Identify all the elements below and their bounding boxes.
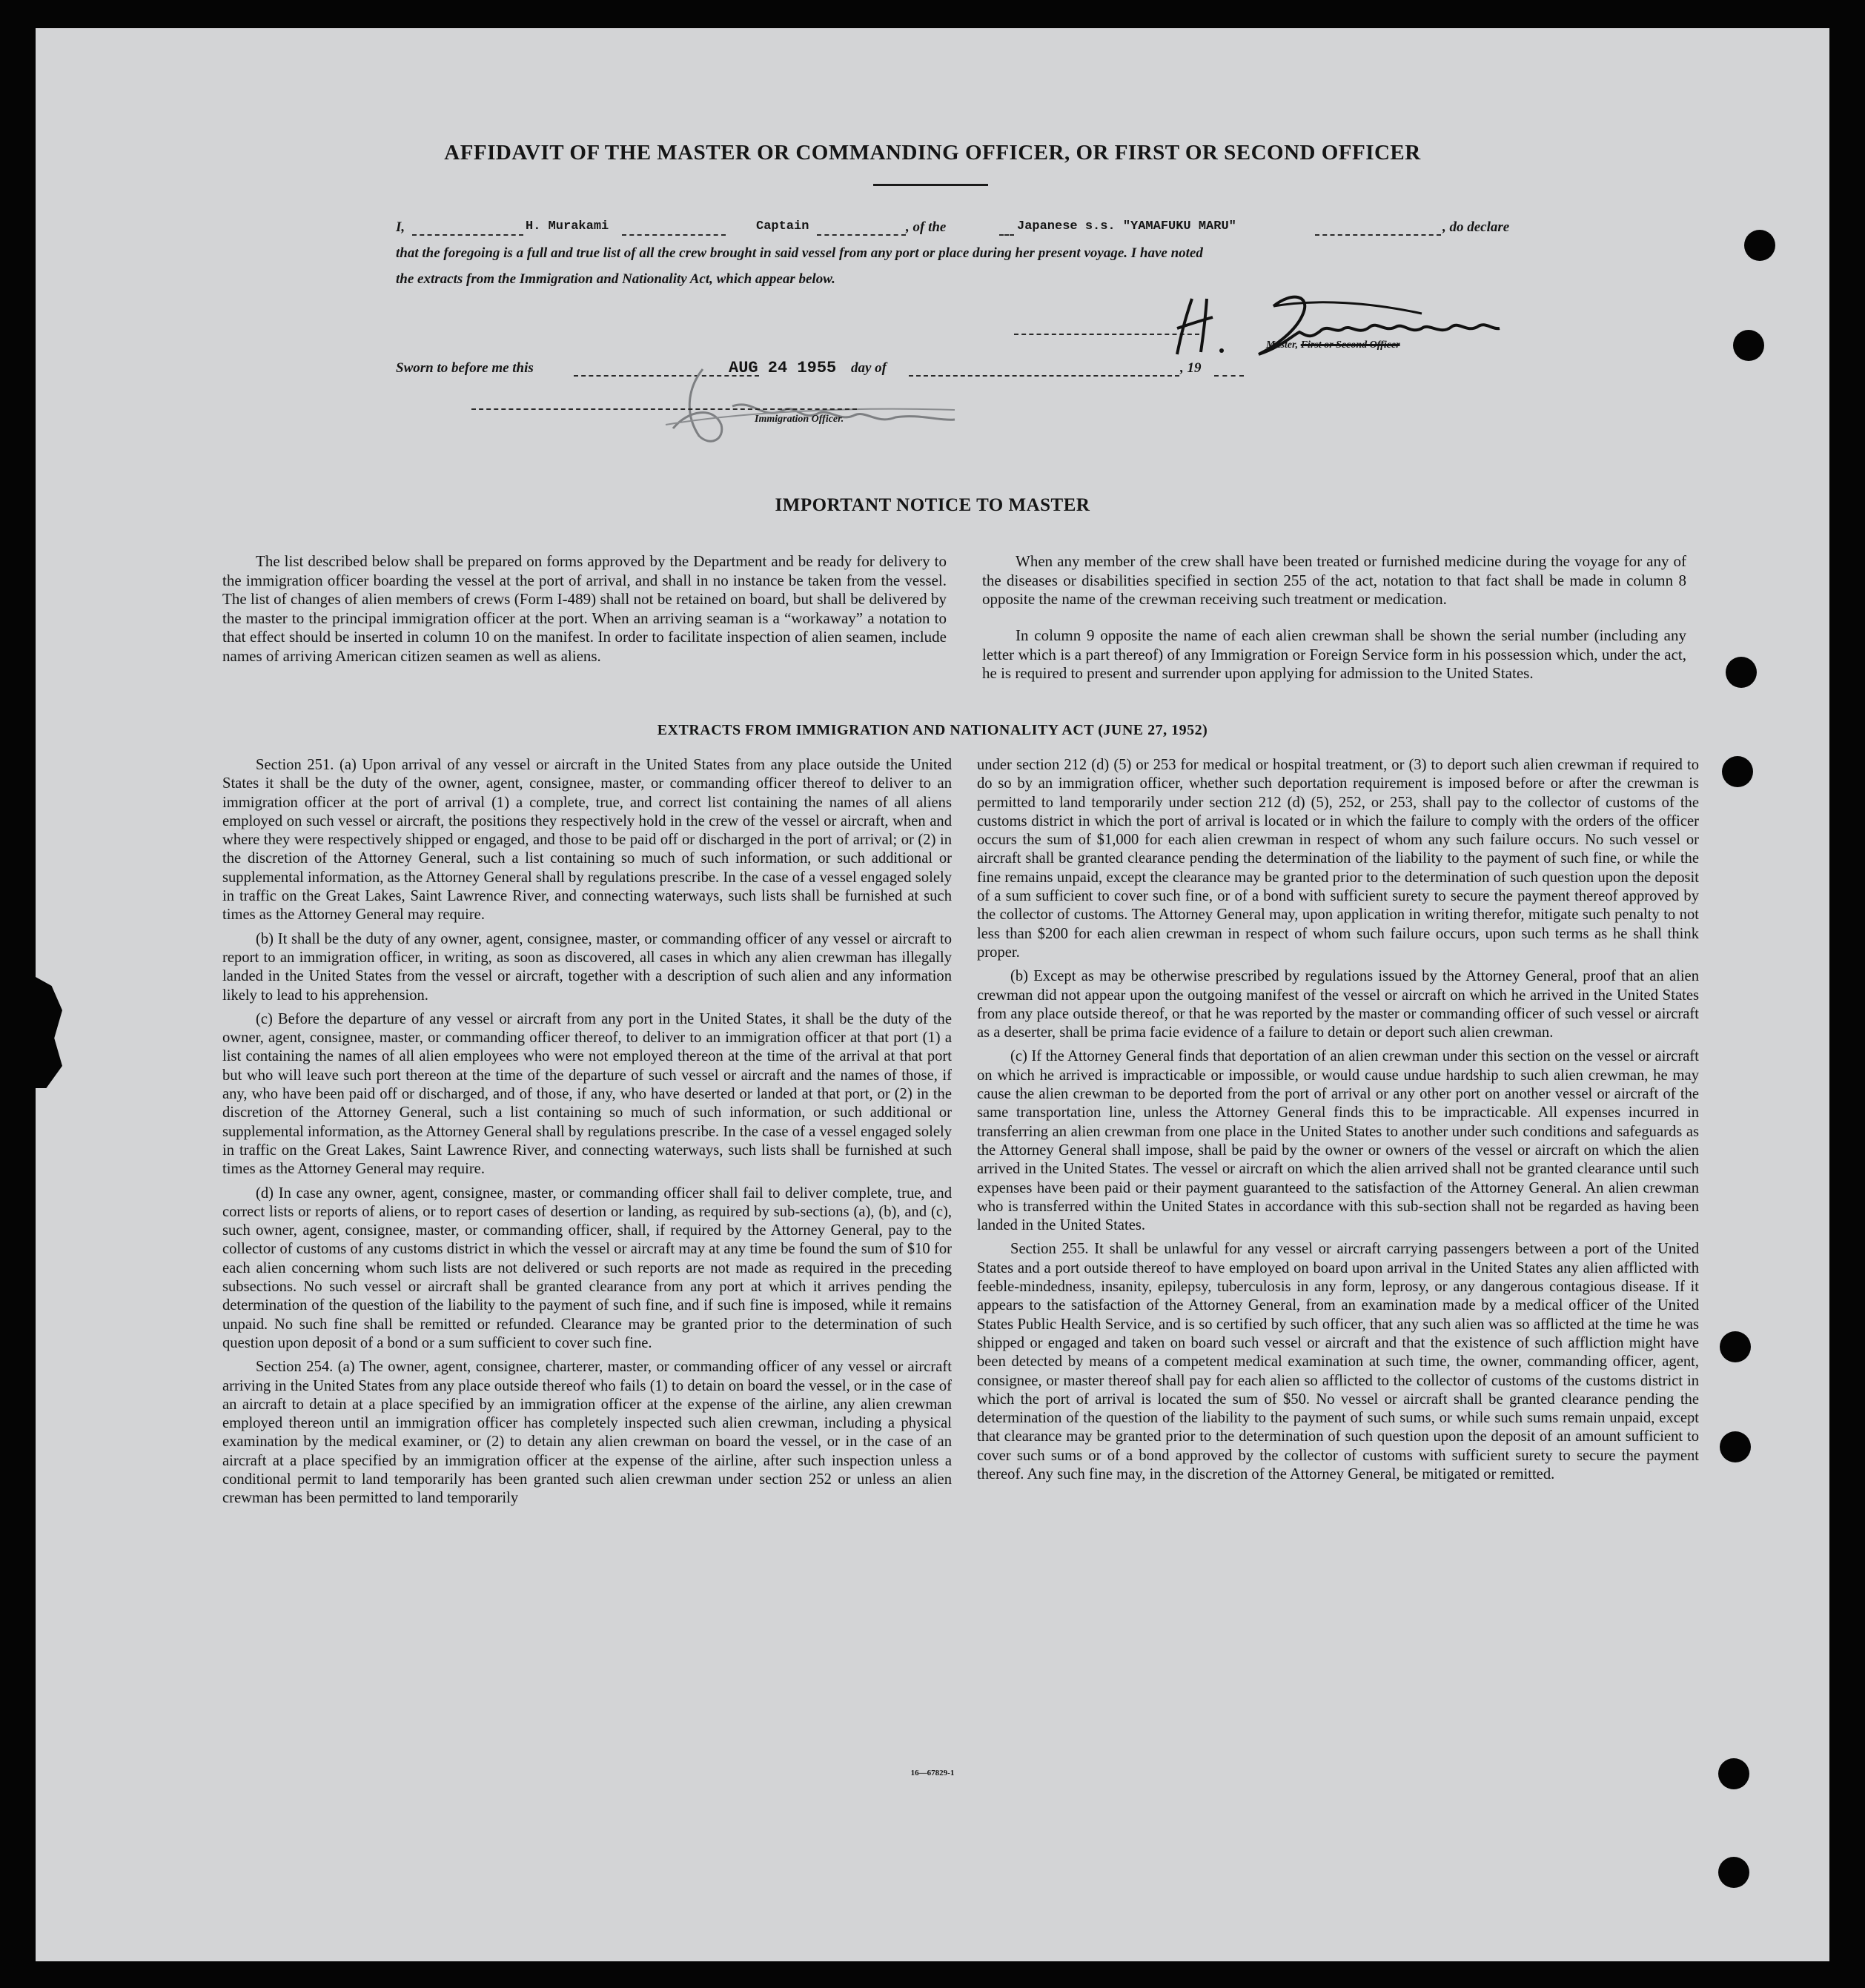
binder-hole — [1722, 756, 1753, 787]
section-254-a-continued: under section 212 (d) (5) or 253 for medical or hospital treatment, or (3) to deport such alien crewman if required to do so by an immigration officer, whether such deportation requirement is imposed before or after the crewman is permitted to land temporarily under section 212 (d) (5), 252, or 253, shall pay to the collector of customs of the customs district in which the port of arrival is located or in which the failure to comply with the orders of the officer occurs the sum of $1,000 for each alien crewman in respect of whom any such failure occurs. No such vessel or aircraft shall be granted clearance pending the determination of the liability to the payment of such fine, or while the fine remains unpaid, except the clearance may be granted prior to the determination of such question upon the deposit of a sum sufficient to cover such fine, or of a bond with sufficient surety to secure the payment thereof approved by the collector of customs. The Attorney General may, upon application in writing therefor, mitigate such penalty to not less than $200 for each alien crewman in respect of whom such failure occurs, upon such terms as he shall think proper. — [977, 757, 1699, 961]
extracts-right-column — [977, 756, 1699, 1489]
section-251-b: (b) It shall be the duty of any owner, agent, consignee, master, or commanding officer of any vessel or aircraft to report to an immigration officer, in writing, as soon as discovered, all cases in which any alien crewman has illegally landed in the United States from the vessel or aircraft, together with a description of such alien and any information likely to lead to his apprehension. — [222, 930, 952, 1004]
declaration-line-2: that the foregoing is a full and true list of all the crew brought in said vessel from any port or place during her present voyage. I have noted — [396, 245, 1203, 261]
binder-hole — [1718, 1857, 1749, 1888]
officer-caption: Immigration Officer. — [755, 414, 844, 425]
section-254-b: (b) Except as may be otherwise prescribed by regulations issued by the Attorney General, proof that an alien crewman did not appear upon the outgoing manifest of the vessel or aircraft on which he arrived in the United States from any place outside thereof, or that he was reported by the master or commanding officer of such vessel or aircraft as a deserter, shall be prima facie evidence of a failure to detain or deport such alien crewman. — [977, 968, 1699, 1041]
extracts-left-column — [222, 756, 952, 1514]
form-code: 16—67829-1 — [910, 1769, 955, 1777]
master-caption: Master, First or Second Officer — [1266, 339, 1400, 351]
section-255: Section 255. It shall be unlawful for any vessel or aircraft carrying passengers between a port of the United States and a port outside thereof to have employed on board upon arrival in the United States any alien afflicted with feeble-mindedness, insanity, epilepsy, tuberculosis in any form, leprosy, or any dangerous contagious disease. If it appears to the satisfaction of the Attorney General, from an examination made by a medical officer of the United States Public Health Service, and is so certified by such officer, that any such alien was so afflicted at the time he was shipped or engaged and taken on board such vessel or aircraft and that the existence of such affliction might have been detected by means of a competent medical examination at such time, the owner, commanding officer, agent, consignee, or master thereof shall pay for each alien so afflicted to the collector of customs of the customs district in which the port of arrival is located the sum of $50. No vessel or aircraft shall be granted clearance pending the determination of the question of the liability to the payment of such sums, or while such sums remain unpaid, except that clearance may be granted prior to the determination of such question upon the deposit of an amount sufficient to cover such sums or of a bond approved by the collector of customs with sufficient surety to secure the payment thereof. Any such fine may, in the discretion of the Attorney General, be mitigated or remitted. — [977, 1241, 1699, 1482]
section-254-c: (c) If the Attorney General finds that deportation of an alien crewman under this section on the vessel or aircraft on which he arrived is impracticable or impossible, or would cause undue hardship to such alien crewman, he may cause the alien crewman to be deported from the port of arrival or any other port on another vessel or aircraft of the same transportation line, unless the Attorney General finds this to be impracticable. All expenses incurred in transferring an alien crewman from one place in the United States to another under such conditions and safeguards as the Attorney General shall impose, shall be paid by the owner or owners of the vessel or aircraft on which the alien arrived in the United States. The vessel or aircraft on which the alien arrived shall not be granted clearance until such expenses have been paid or their payment guaranteed to the satisfaction of the Attorney General. An alien crewman who is transferred within the United States in accordance with this sub-section shall not be regarded as having been landed in the United States. — [977, 1048, 1699, 1234]
declare-label: , do declare — [1442, 219, 1510, 235]
declaration-line-1 — [396, 219, 1541, 242]
binder-hole — [1744, 230, 1775, 261]
immigration-officer-signature — [643, 354, 970, 458]
extracts-title: EXTRACTS FROM IMMIGRATION AND NATIONALITY ACT (JUNE 27, 1952) — [657, 722, 1208, 738]
master-signature — [1162, 284, 1548, 365]
section-254-a: Section 254. (a) The owner, agent, consignee, charterer, master, or commanding officer of any vessel or aircraft arriving in the United States from any place outside thereof who fails (1) to detain on board the vessel, or in the case of an aircraft to detain at a place specified by an immigration officer at the expense of the airline, any alien crewman employed thereon until an immigration officer has completely inspected such alien crewman, including a physical examination by the medical examiner, or (2) to detain any alien crewman on board the vessel, or in the case of an aircraft at a place specified by an immigration officer at the expense of the airline, after such inspection unless a conditional permit to land temporarily has been granted such alien crewman under section 252 or unless an alien crewman has been permitted to land temporarily — [222, 1359, 952, 1507]
master-rank: Captain — [756, 219, 809, 233]
binder-hole — [1720, 1431, 1751, 1462]
struck-officer-caption: First or Second Officer — [1300, 339, 1400, 351]
section-251-c: (c) Before the departure of any vessel or aircraft from any port in the United States, it shall be the duty of the owner, agent, consignee, master, or commanding officer thereof, to deliver to an immigration officer at that port (1) a list containing the names of all alien employees who were not employed thereon at the time of the arrival at that port but who will leave such port thereon at the time of the departure of such vessel or aircraft and the names of those, if any, who have been paid off or discharged, and of those, if any, who have deserted or landed at that port, or (2) in the discretion of the Attorney General, such a list containing so much of such information, or such additional or supplemental information, as the Attorney General shall by regulations prescribe. In the case of a vessel engaged solely in traffic on the Great Lakes, Saint Lawrence River, and connecting waterways, such lists shall be furnished at such times as the Attorney General may require. — [222, 1010, 952, 1178]
document-page — [36, 28, 1829, 1961]
master-name: H. Murakami — [526, 219, 609, 233]
notice-right-paragraph-1: When any member of the crew shall have been treated or furnished medicine during the voyage for any of the diseases or disabilities specified in section 255 of the act, notation to that fact shall be made in column 8 opposite the name of the crewman receiving such treatment or medication. — [982, 552, 1686, 609]
affidavit-title: AFFIDAVIT OF THE MASTER OR COMMANDING OFFICER, OR FIRST OR SECOND OFFICER — [444, 141, 1421, 165]
of-the-label: , of the — [906, 219, 947, 235]
year-label: , 19 — [1180, 360, 1202, 376]
i-label: I, — [396, 219, 405, 235]
binder-hole — [1733, 330, 1764, 361]
binder-hole — [1720, 1331, 1751, 1362]
notice-left-paragraph: The list described below shall be prepared on forms approved by the Department and be ready for delivery to the immigration officer boarding the vessel at the port of arrival, and shall in no instance be taken from the vessel. The list of changes of alien members of crews (Form I-489) shall not be retained on board, but shall be delivered by the master to the principal immigration officer at the port. When an arriving seaman is a “workaway” a notation to that effect should be inserted in column 10 on the manifest. In order to facilitate inspection of alien seamen, include names of arriving American citizen seamen as well as aliens. — [222, 552, 947, 665]
declaration-line-3: the extracts from the Immigration and Nationality Act, which appear below. — [396, 271, 835, 287]
notice-right-paragraph-2: In column 9 opposite the name of each alien crewman shall be shown the serial number (including any letter which is a part thereof) of any Immigration or Foreign Service form in his possession which, under the act, he is required to present and surrender upon applying for admission to the United States. — [982, 626, 1686, 683]
torn-edge — [36, 977, 62, 1088]
date-stamp: AUG 24 1955 — [729, 359, 837, 377]
title-rule — [873, 184, 988, 186]
section-251-d: (d) In case any owner, agent, consignee, master, or commanding officer shall fail to deliver complete, true, and correct lists or reports of aliens, or to report cases of desertion or landing, as required by sub-sections (a), (b), and (c), such owner, agent, consignee, master, or commanding officer, shall, if required by the Attorney General, pay to the collector of customs of any customs district in which the vessel or aircraft may at any time be found the sum of $10 for each alien concerning whom such lists are not delivered or such reports are not made as required in the preceding subsections. No such vessel or aircraft shall be granted clearance from any port at which it arrives pending the determination of the question of the liability to the payment of such fine, and if such fine is imposed, while it remains unpaid. No such fine shall be remitted or refunded. Clearance may be granted prior to the determination of such question upon deposit of a bond or a sum sufficient to cover such fine. — [222, 1184, 952, 1351]
sworn-label: Sworn to before me this — [396, 360, 534, 376]
binder-hole — [1726, 657, 1757, 688]
notice-title: IMPORTANT NOTICE TO MASTER — [775, 495, 1090, 515]
section-251-a: Section 251. (a) Upon arrival of any vessel or aircraft in the United States from any place outside the United States it shall be the duty of the owner, agent, consignee, master, or commanding officer thereof to deliver to an immigration officer at the port of arrival (1) a complete, true, and correct list containing the names of all aliens employed on such vessel or aircraft, the positions they respectively hold in the crew of the vessel or aircraft, when and where they were respectively shipped or engaged, and those to be paid off or discharged in the port of arrival; or (2) in the discretion of the Attorney General, such a list containing so much of such information, or such additional or supplemental information, as the Attorney General shall by regulations prescribe. In the case of a vessel engaged solely in traffic on the Great Lakes, Saint Lawrence River, and connecting waterways, such lists shall be furnished at such times as the Attorney General may require. — [222, 757, 952, 924]
day-of-label: day of — [851, 360, 887, 376]
vessel-name: Japanese s.s. "YAMAFUKU MARU" — [1017, 219, 1236, 233]
